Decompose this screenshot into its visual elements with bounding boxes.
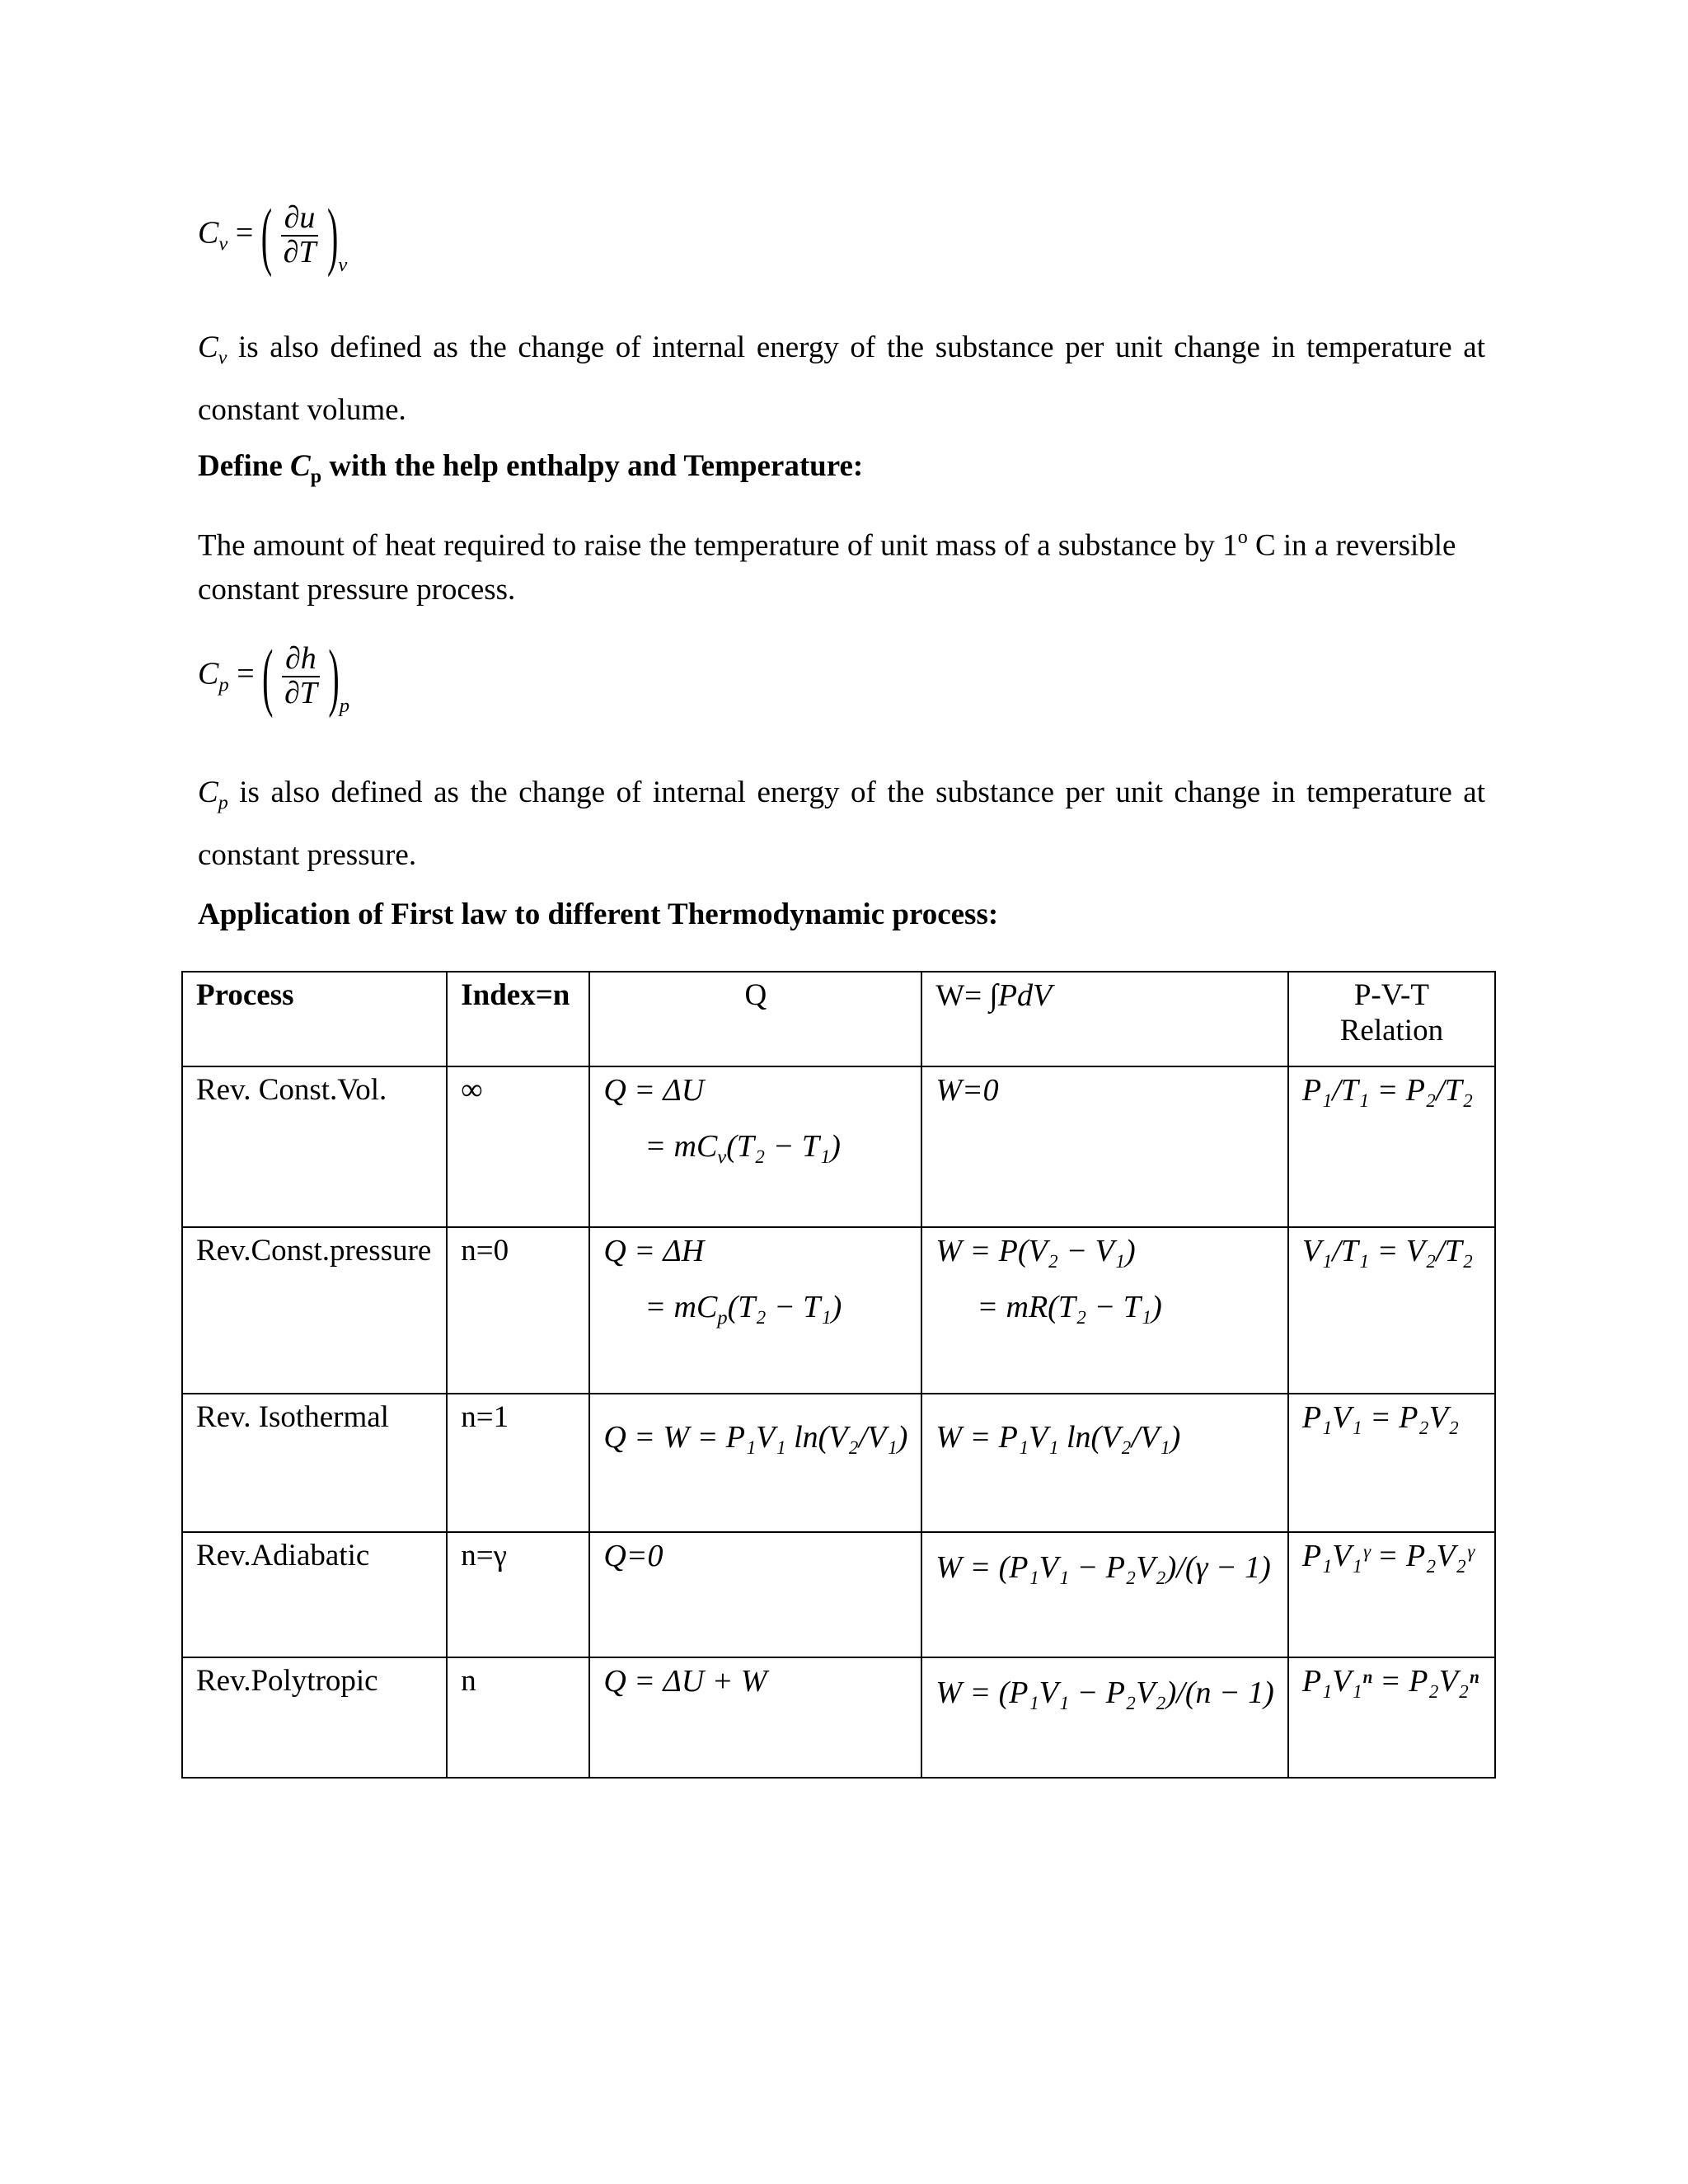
degree-sup: o (1237, 527, 1248, 548)
cv-numerator: ∂u (281, 202, 319, 237)
cv-paren-subscript: v (338, 254, 348, 277)
cv-inline-symbol: C (198, 330, 218, 364)
row-q-line2: = mC (645, 1290, 718, 1324)
cp-definition-paragraph (198, 766, 1485, 882)
row-w-line1: W = P(V₂ − V₁) (935, 1234, 1136, 1268)
header-w (921, 972, 1287, 1066)
cv-subscript: v (218, 232, 228, 255)
row-index: n=0 (447, 1227, 589, 1394)
header-w-integral: ∫PdV (989, 978, 1053, 1013)
header-w-prefix: W= (935, 979, 982, 1013)
row-process: Rev.Polytropic (182, 1657, 447, 1778)
row-process: Rev. Const.Vol. (182, 1066, 447, 1227)
cp-heading-symbol: C (290, 449, 311, 483)
cv-equation: $C_v$ = ( $\frac{\partial u}{\partial T}$ )$_v$ (198, 193, 348, 279)
table-row (182, 1066, 1495, 1227)
cp-numerator: ∂h (282, 643, 320, 677)
row-q: Q=0 (589, 1532, 921, 1657)
row-pvt: P₁V₁ⁿ = P₂V₂ⁿ (1288, 1657, 1495, 1778)
row-process: Rev. Isothermal (182, 1394, 447, 1532)
cv-inline-subscript: v (218, 347, 227, 369)
row-w: W = (P₁V₁ − P₂V₂)/(n − 1) (921, 1657, 1287, 1778)
cp-paren-subscript: p (339, 695, 350, 718)
row-pvt: P₁V₁ᵞ = P₂V₂ᵞ (1288, 1532, 1495, 1657)
cv-denominator: ∂T (283, 234, 316, 269)
table-row (182, 1532, 1495, 1657)
header-q: Q (589, 972, 921, 1066)
row-w (921, 1227, 1287, 1394)
cp-inline-symbol: C (198, 776, 218, 809)
row-pvt: P₁/T₁ = P₂/T₂ (1288, 1066, 1495, 1227)
cp-heading (198, 448, 863, 488)
header-pvt: P-V-T Relation (1288, 972, 1495, 1066)
cv-fraction (280, 202, 320, 269)
row-index: n=1 (447, 1394, 589, 1532)
row-w: W = P₁V₁ ln(V₂/V₁) (921, 1394, 1287, 1532)
cp-inline-subscript: p (218, 792, 228, 814)
row-q-line2-rest: (T₂ − T₁) (726, 1129, 841, 1164)
cp-definition-text: is also defined as the change of internal energy of the substance per unit change in temperature at constant pressure. (198, 776, 1485, 873)
table-row (182, 1394, 1495, 1532)
row-q (589, 1066, 921, 1227)
row-w (921, 1066, 1287, 1227)
heat-definition-paragraph (198, 515, 1485, 612)
row-q: Q = W = P₁V₁ ln(V₂/V₁) (589, 1394, 921, 1532)
row-w: W = (P₁V₁ − P₂V₂)/(γ − 1) (921, 1532, 1287, 1657)
cp-symbol: C (198, 656, 219, 691)
table-row (182, 1227, 1495, 1394)
heat-text-2: C in a reversible constant pressure process. (198, 528, 1456, 607)
cv-symbol: C (198, 215, 219, 251)
cp-denominator: ∂T (284, 675, 317, 710)
row-index: n=γ (447, 1532, 589, 1657)
row-process: Rev.Const.pressure (182, 1227, 447, 1394)
row-q: Q = ΔU + W (589, 1657, 921, 1778)
cv-definition-text: is also defined as the change of internal energy of the substance per unit change in temperature at constant volume. (198, 330, 1485, 428)
row-index: n (447, 1657, 589, 1778)
table-header-row (182, 972, 1495, 1066)
cp-heading-post: with the help enthalpy and Temperature: (321, 449, 864, 483)
row-pvt: V₁/T₁ = V₂/T₂ (1288, 1227, 1495, 1394)
cv-definition-paragraph (198, 321, 1485, 437)
table-heading: Application of First law to different Thermodynamic process: (198, 898, 999, 931)
table-row (182, 1657, 1495, 1778)
row-pvt: P₁V₁ = P₂V₂ (1288, 1394, 1495, 1532)
cp-heading-subscript: p (310, 466, 322, 488)
row-q-line2-sub: p (717, 1306, 728, 1329)
header-index: Index=n (447, 972, 589, 1066)
row-q-line1: Q = ΔU (603, 1073, 705, 1108)
row-index: ∞ (447, 1066, 589, 1227)
row-w-line2: = mR(T₂ − T₁) (977, 1290, 1162, 1324)
heat-text-1: The amount of heat required to raise the temperature of unit mass of a substance by 1 (198, 528, 1238, 563)
row-q-line2: = mC (645, 1129, 718, 1164)
row-w-line1: W=0 (935, 1073, 999, 1108)
row-q-line1: Q = ΔH (603, 1234, 705, 1268)
cp-subscript: p (218, 673, 229, 696)
row-q (589, 1227, 921, 1394)
cp-equation: $C_p$ = ( $\frac{\partial h}{\partial T}$ )$_p$ (198, 634, 350, 719)
header-process: Process (182, 972, 447, 1066)
row-process: Rev.Adiabatic (182, 1532, 447, 1657)
cp-heading-pre: Define (198, 449, 290, 483)
process-table (181, 971, 1496, 1779)
row-q-line2-sub: v (717, 1146, 727, 1169)
cp-fraction (281, 643, 321, 710)
row-q-line2-rest: (T₂ − T₁) (727, 1290, 842, 1324)
